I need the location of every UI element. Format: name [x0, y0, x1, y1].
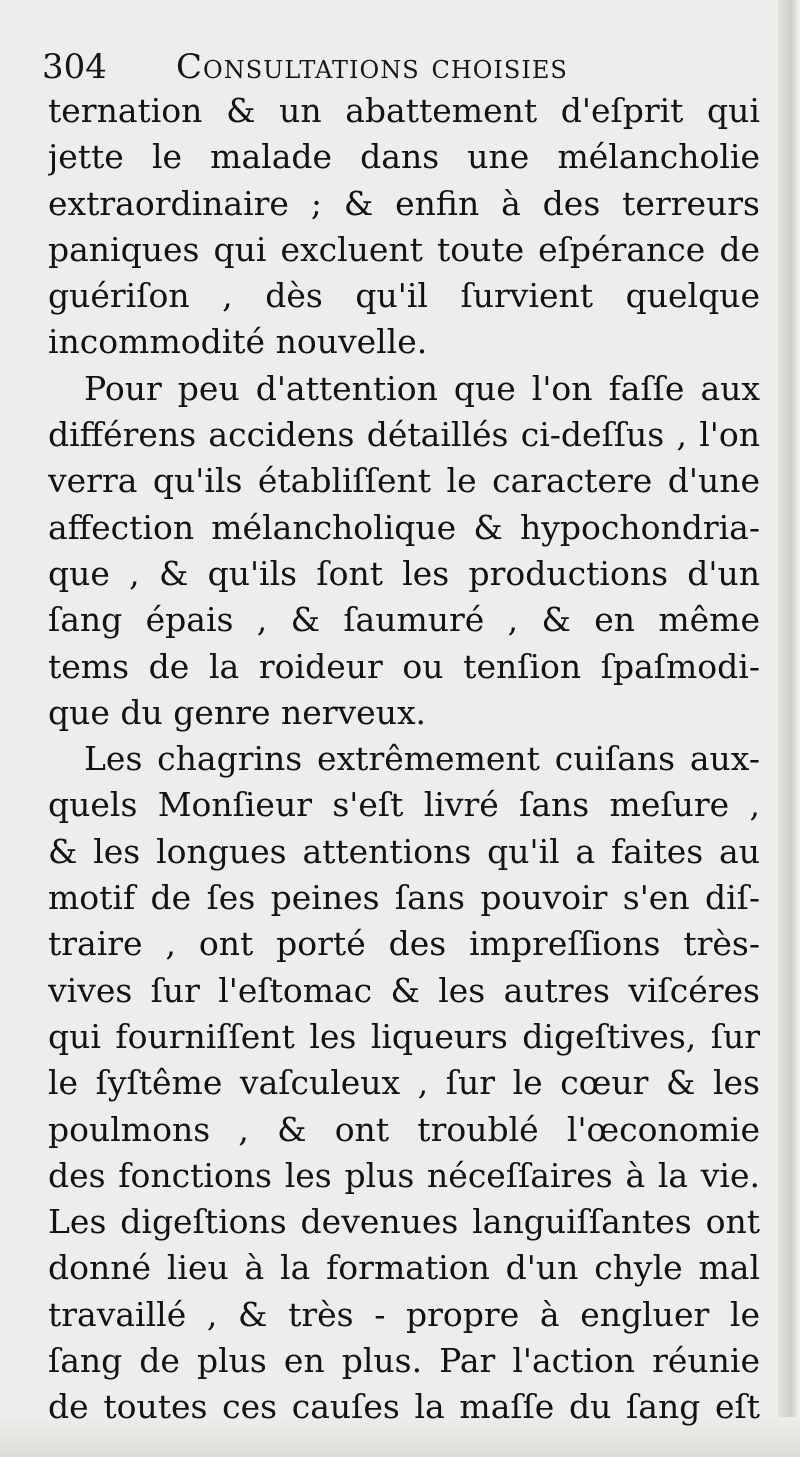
text-line: de toutes ces cauſes la maſſe du ſang eſt: [48, 1387, 760, 1427]
text-line: guériſon , dès qu'il ſurvient quelque: [48, 276, 760, 316]
text-line: poulmons , & ont troublé l'œconomie: [48, 1109, 760, 1149]
text-line: ſang de plus en plus. Par l'action réunie: [48, 1341, 760, 1381]
text-line: affection mélancholique & hypochondria-: [48, 507, 760, 547]
text-line: que du genre nerveux.: [48, 692, 427, 732]
text-line: Les digeſtions devenues languiſſantes ont: [48, 1202, 760, 1242]
text-line: le ſyſtême vaſculeux , ſur le cœur & les: [48, 1063, 760, 1103]
text-line: jette le malade dans une mélancholie: [48, 137, 760, 177]
body-text: [48, 88, 760, 1431]
text-line: motif de ſes peines ſans pouvoir s'en diſ-: [48, 878, 760, 918]
text-line: Pour peu d'attention que l'on faſſe aux: [84, 368, 760, 408]
text-line: & les longues attentions qu'il a faites au: [48, 831, 760, 871]
text-line: qui fourniſſent les liqueurs digeſtives, ſur: [48, 1016, 760, 1056]
text-line: tems de la roideur ou tenſion ſpaſmodi-: [48, 646, 760, 686]
text-line: différens accidens détaillés ci-deſſus , l'on: [48, 415, 760, 455]
text-line: incommodité nouvelle.: [48, 322, 428, 362]
running-head: Consultations choisies: [176, 47, 568, 87]
text-line: des fonctions les plus néceſſaires à la vie.: [48, 1155, 760, 1195]
text-line: que , & qu'ils ſont les productions d'un: [48, 553, 760, 593]
text-line: extraordinaire ; & enfin à des terreurs: [48, 183, 760, 223]
text-line: ternation & un abattement d'eſprit qui: [48, 91, 760, 130]
text-line: paniques qui excluent toute eſpérance de: [48, 229, 760, 269]
page-number: 304: [42, 47, 107, 87]
text-line: vives ſur l'eſtomac & les autres viſcéres: [48, 970, 760, 1010]
text-line: ſang épais , & ſaumuré , & en même: [48, 600, 760, 640]
text-line: verra qu'ils établiſſent le caractere d'une: [48, 461, 760, 501]
text-line: traire , ont porté des impreſſions très-: [48, 924, 760, 964]
text-line: Les chagrins extrêmement cuiſans aux-: [84, 739, 760, 779]
text-line: travaillé , & très - propre à engluer le: [48, 1294, 760, 1334]
page-header: [42, 40, 742, 90]
text-line: donné lieu à la formation d'un chyle mal: [48, 1248, 760, 1288]
text-line: quels Monſieur s'eſt livré ſans meſure ,: [48, 785, 760, 825]
page-edge-shadow: [778, 0, 800, 1457]
